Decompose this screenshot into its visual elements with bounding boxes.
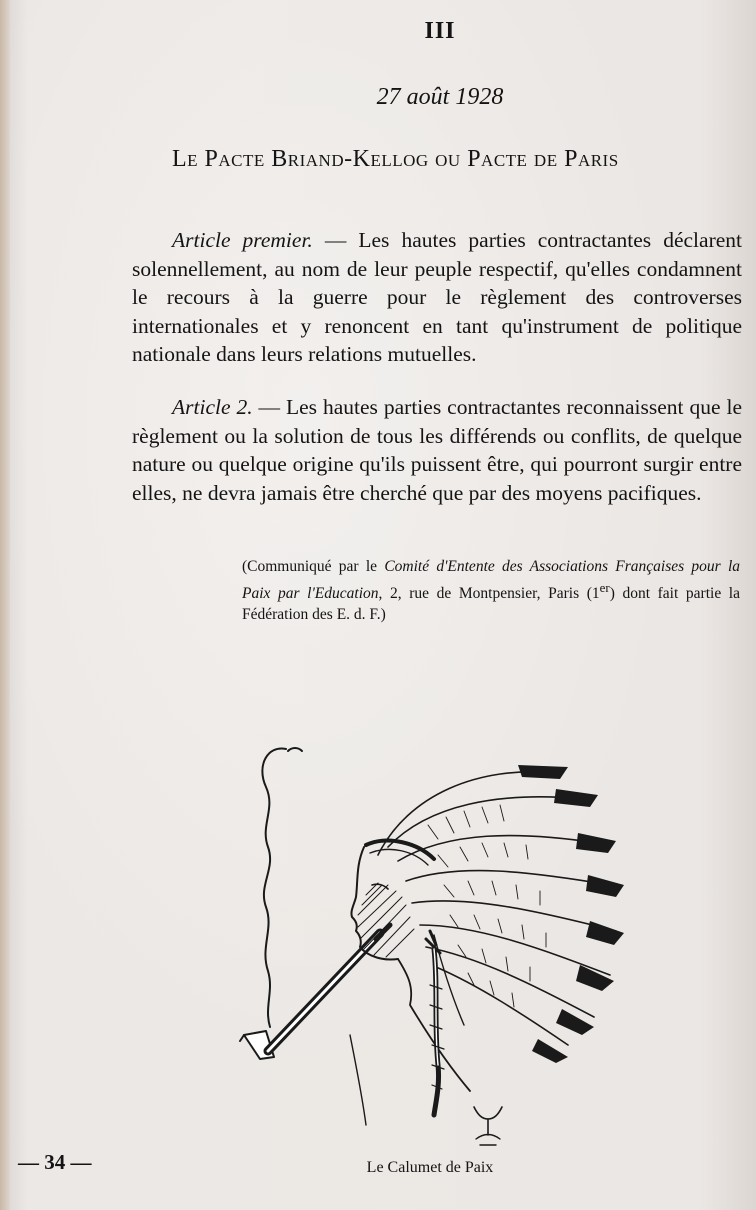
illustration-caption: Le Calumet de Paix [366, 1159, 494, 1176]
footnote-text: (Communiqué par le [242, 558, 385, 575]
article-2 [132, 393, 742, 507]
document-date: 27 août 1928 [376, 84, 504, 110]
article-premier [132, 226, 742, 369]
chapter-number: III [424, 18, 456, 44]
source-footnote [242, 556, 740, 625]
footnote-text: , 2, rue de Montpensier, Paris (1 [378, 585, 600, 603]
footnote-organisation: Comité d'Entente des Associations Françaises pour la Paix par l'Education [242, 558, 740, 603]
page-binding-edge [0, 0, 10, 1210]
footnote-text: ) dont fait partie la Fédération des E. d. F.) [242, 585, 740, 624]
footnote-superscript: er [599, 580, 610, 595]
page-number: — 34 — [18, 1150, 92, 1174]
article-text: — Les hautes parties contractantes reconnaissent que le règlement ou la solution de tous les différends ou conflits, de quelque nature ou quelque origine qu'ils puissent être, qui pourront surgir entre elles, ne devra jamais être cherché que par des moyens pacifiques. [132, 395, 742, 505]
article-text: — Les hautes parties contractantes déclarent solennellement, au nom de leur peuple respectif, qu'elles condamnent le recours à la guerre pour le règlement des controverses internationales et y renoncent en tant qu'instrument de politique nationale dans leurs relations mutuelles. [132, 228, 742, 366]
native-chief-with-peace-pipe-drawing [238, 735, 638, 1155]
article-lead: Article 2. [172, 395, 253, 419]
document-title: Le Pacte Briand-Kellog ou Pacte de Paris [172, 146, 619, 172]
article-lead: Article premier. [172, 228, 313, 252]
